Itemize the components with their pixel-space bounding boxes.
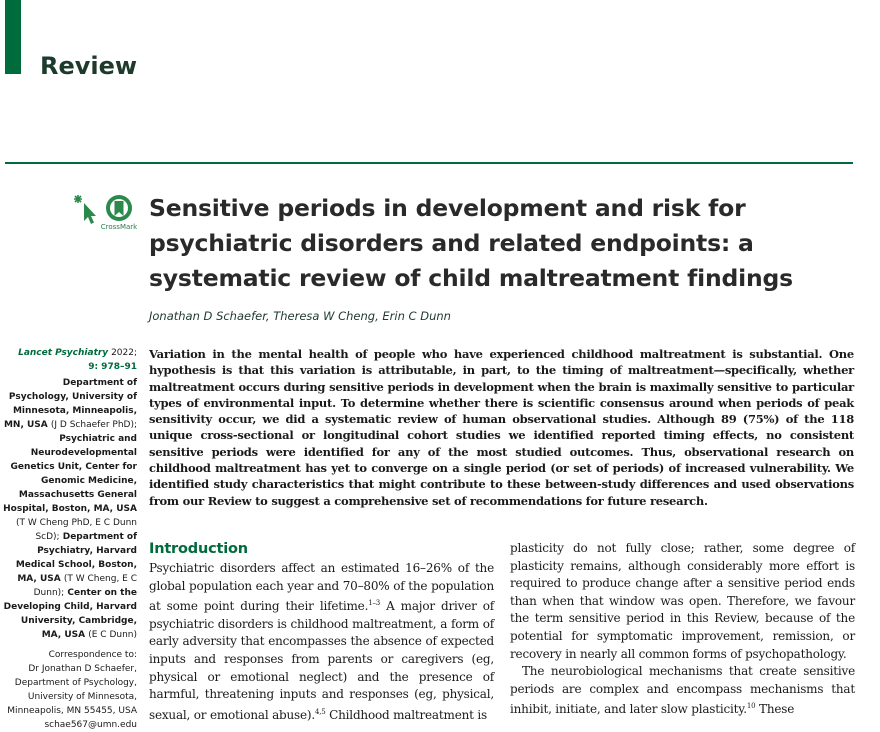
body-column-right [510, 540, 855, 719]
affiliation-4: Center on the Developing Child, Harvard University, Cambridge, MA, USA [3, 588, 137, 640]
body-paragraph-2: The neurobiological mechanisms that create sensitive periods are complex and encompass mechanisms that inhibit, initiate, and later slow plasticity.$^{10}$ These [510, 664, 855, 717]
header-divider [5, 162, 853, 164]
affiliation-4-authors: (E C Dunn) [88, 630, 137, 640]
crossmark-badge[interactable] [100, 193, 138, 235]
section-color-tab [5, 0, 21, 74]
correspondence-label: Correspondence to: [48, 650, 137, 660]
article-sidebar [2, 346, 137, 732]
affiliation-1: Department of Psychology, University of Minnesota, Minneapolis, MN, USA [3, 378, 137, 430]
citation-ref[interactable]: 10 [746, 702, 756, 711]
correspondence [2, 648, 137, 732]
affiliation-3: Department of Psychiatry, Harvard Medical School, Boston, MA, USA [15, 532, 137, 584]
journal-pages: 9: 978–91 [88, 362, 137, 372]
affiliation-1-authors: (J D Schaefer PhD); [50, 420, 137, 430]
journal-year: 2022; [111, 348, 137, 358]
body-paragraph-continued: plasticity do not fully close; rather, some degree of plasticity remains, although considerably more effort is required to produce change after a sensitive period ends than when that window was open. Therefore, we favour the term sensitive period in this Review, because of the potential for symptomatic improvement, remission, or recovery in nearly all common forms of psychopathology. [510, 541, 855, 661]
journal-name: Lancet Psychiatry [18, 348, 109, 358]
open-access-icon[interactable] [72, 193, 100, 225]
body-column-left [149, 540, 494, 724]
intro-paragraph-1: Psychiatric disorders affect an estimated 16–26% of the global population each year and 70–80% of the population at some point during their lifetime.$^{1-3}$ A major driver of psychiatric disorders is childhood maltreatment, a form of early adversity that encompasses the absence of expected inputs and responses from parents or caregivers (eg, physical or emotional neglect) and the presence of harmful, threatening inputs and responses (eg, physical, sexual, or emotional abuse).$^{4,5}$ Childhood maltreatment is [149, 561, 495, 722]
section-label: Review [40, 52, 138, 80]
correspondence-email[interactable]: schae567@umn.edu [44, 720, 137, 730]
introduction-heading: Introduction [149, 541, 248, 557]
correspondence-name: Dr Jonathan D Schaefer, [28, 664, 137, 674]
affiliation-2-authors: (T W Cheng PhD, E C Dunn ScD); [16, 518, 137, 542]
abstract: Variation in the mental health of people who have experienced childhood maltreatment is substantial. One hypothesis is that this variation is attributable, in part, to the timing of maltreatment—specifically, whether maltreatment occurs during sensitive periods in development when the brain is maximally sensitive to particular types of environmental input. To determine whether there is scientific consensus around when periods of peak sensitivity occur, we did a systematic review of human observational studies. Although 89 (75%) of the 118 unique cross-sectional or longitudinal cohort studies we identified reported timing effects, no consistent sensitive periods were identified for any of the most studied outcomes. Thus, observational research on childhood maltreatment has yet to converge on a single period (or set of periods) of increased vulnerability. We identified study characteristics that might contribute to these between-study differences and used observations from our Review to suggest a comprehensive set of recommendations for future research. [149, 347, 854, 508]
crossmark-icon [104, 193, 134, 223]
citation [2, 346, 137, 360]
correspondence-address: Department of Psychology, University of Minnesota, Minneapolis, MN 55455, USA [7, 678, 137, 716]
affiliations [2, 376, 137, 642]
affiliation-3-authors: (T W Cheng, E C Dunn); [33, 574, 137, 598]
citation-ref[interactable]: 4,5 [315, 707, 326, 716]
article-title: Sensitive periods in development and risk for psychiatric disorders and related endpoints: a systematic review of child maltreatment findings [149, 194, 793, 292]
citation-ref[interactable]: 1–3 [368, 599, 381, 608]
affiliation-2: Psychiatric and Neurodevelopmental Genetics Unit, Center for Genomic Medicine, Massachusetts General Hospital, Boston, MA, USA [3, 434, 137, 514]
author-list: Jonathan D Schaefer, Theresa W Cheng, Erin C Dunn [149, 309, 451, 323]
crossmark-label: CrossMark [100, 223, 138, 231]
